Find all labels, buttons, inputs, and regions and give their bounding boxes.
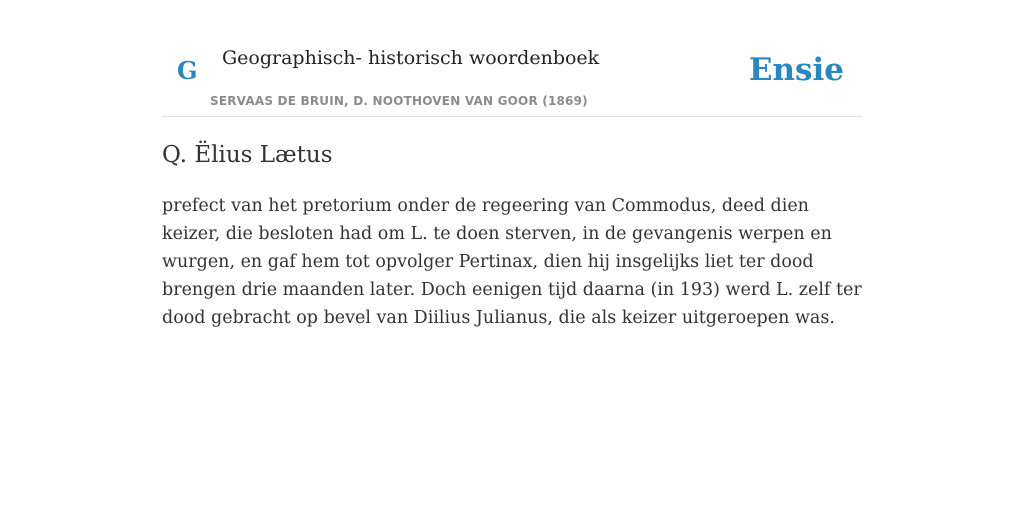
ensie-logo-link[interactable]: Ensie (748, 52, 844, 88)
entry-body: prefect van het pretorium onder de regeering van Commodus, deed dien keizer, die besloten had om L. te doen sterven, in de gevangenis werpen en wurgen, en gaf hem tot opvolger Pertinax, dien hij insgelijks liet ter dood brengen drie maanden later. Doch eenigen tijd daarna (in 193) werd L. zelf ter dood gebracht op bevel van Diilius Julianus, die als keizer uitgeroepen was. (162, 196, 862, 328)
book-author: SERVAAS DE BRUIN, D. NOOTHOVEN VAN GOOR (1869) (210, 94, 588, 108)
book-icon[interactable]: G (177, 56, 198, 85)
source-header (162, 0, 862, 117)
book-title-link[interactable]: Geographisch- historisch woordenboek (222, 47, 600, 69)
entry-title: Q. Ëlius Lætus (162, 142, 333, 168)
